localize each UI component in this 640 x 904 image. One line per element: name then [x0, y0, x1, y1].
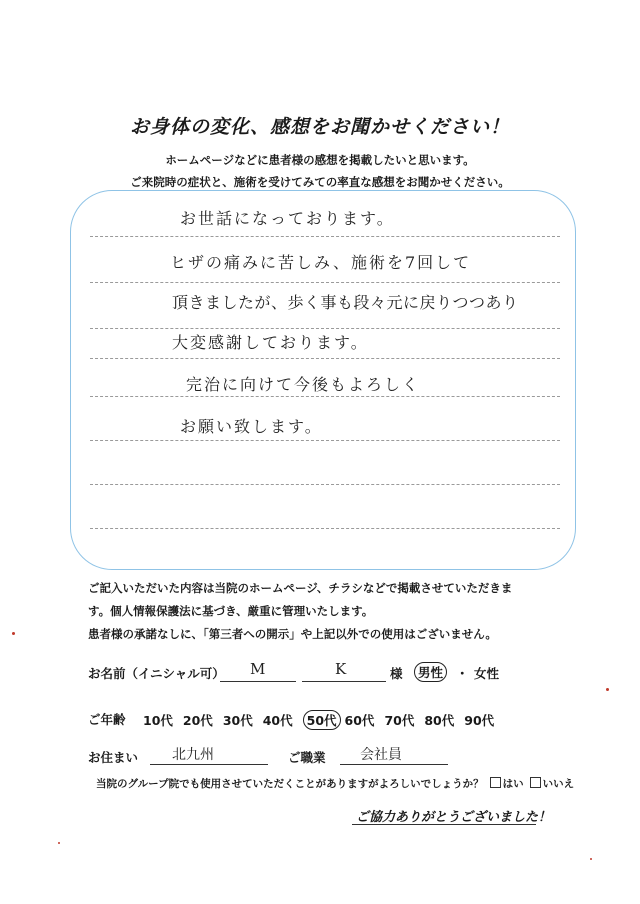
thanks-message: ご協力ありがとうございました！ [356, 810, 552, 825]
ruled-line [90, 440, 560, 441]
privacy-note-3: 患者様の承諾なしに、「第三者への開示」や上記以外での使用はございません。 [88, 627, 497, 641]
age-option-30s[interactable]: 30代 [222, 713, 253, 728]
handwritten-line-5: 完治に向けて今後もよろしく [186, 375, 421, 394]
age-label: ご年齢 [88, 712, 126, 727]
gender-male-option[interactable]: 男性 [414, 662, 447, 682]
ruled-line [90, 328, 560, 329]
age-option-40s[interactable]: 40代 [262, 713, 293, 728]
age-option-90s[interactable]: 90代 [464, 713, 495, 728]
name-underline-2 [302, 681, 386, 682]
age-options [143, 710, 504, 730]
ruled-line [90, 396, 560, 397]
ruled-line [90, 528, 560, 529]
handwritten-line-4: 大変感謝しております。 [172, 333, 369, 352]
job-value[interactable]: 会社員 [360, 747, 402, 763]
address-underline [150, 764, 268, 765]
age-option-80s[interactable]: 80代 [424, 713, 455, 728]
ruled-line [90, 236, 560, 237]
age-option-70s[interactable]: 70代 [384, 713, 415, 728]
ruled-line [90, 484, 560, 485]
gender-female-option[interactable]: 女性 [474, 666, 500, 681]
age-option-20s[interactable]: 20代 [182, 713, 213, 728]
name-label: お名前（イニシャル可） [88, 666, 225, 681]
gender-separator: ・ [456, 666, 469, 681]
privacy-note-2: す。個人情報保護法に基づき、厳重に管理いたします。 [88, 604, 374, 618]
honorific: 様 [390, 666, 403, 681]
yes-label: はい [502, 778, 524, 790]
intro-line-1: ホームページなどに患者様の感想を掲載したいと思います。 [165, 153, 475, 167]
yes-checkbox[interactable] [490, 777, 501, 788]
handwritten-line-2: ヒザの痛みに苦しみ、施術を7回して [170, 253, 472, 272]
ruled-line [90, 358, 560, 359]
page-title: お身体の変化、感想をお聞かせください！ [129, 116, 510, 138]
group-question-text: 当院のグループ院でも使用させていただくことがありますがよろしいでしょうか？ [96, 778, 484, 790]
handwritten-line-6: お願い致します。 [180, 417, 323, 436]
handwritten-line-3: 頂きましたが、歩く事も段々元に戻りつつあり [172, 293, 519, 312]
address-label: お住まい [88, 750, 139, 765]
intro-line-2: ご来院時の症状と、施術を受けてみての率直な感想をお聞かせください。 [130, 175, 510, 189]
thanks-underline [352, 824, 536, 825]
name-underline-1 [220, 681, 296, 682]
speck [58, 842, 60, 844]
ruled-line [90, 282, 560, 283]
handwritten-line-1: お世話になっております。 [180, 209, 395, 228]
speck [12, 632, 15, 635]
no-label: いいえ [542, 778, 575, 790]
age-option-50s[interactable]: 50代 [303, 710, 341, 730]
address-value[interactable]: 北九州 [172, 747, 214, 763]
privacy-note-1: ご記入いただいた内容は当院のホームページ、チラシなどで掲載させていただきま [88, 581, 513, 595]
name-initial-2[interactable]: K [335, 660, 347, 678]
job-underline [340, 764, 448, 765]
age-option-60s[interactable]: 60代 [344, 713, 375, 728]
group-question [96, 776, 574, 791]
name-initial-1[interactable]: M [250, 660, 266, 678]
no-checkbox[interactable] [530, 777, 541, 788]
speck [606, 688, 609, 691]
age-option-10s[interactable]: 10代 [143, 713, 173, 728]
speck [590, 858, 592, 860]
job-label: ご職業 [288, 750, 326, 765]
